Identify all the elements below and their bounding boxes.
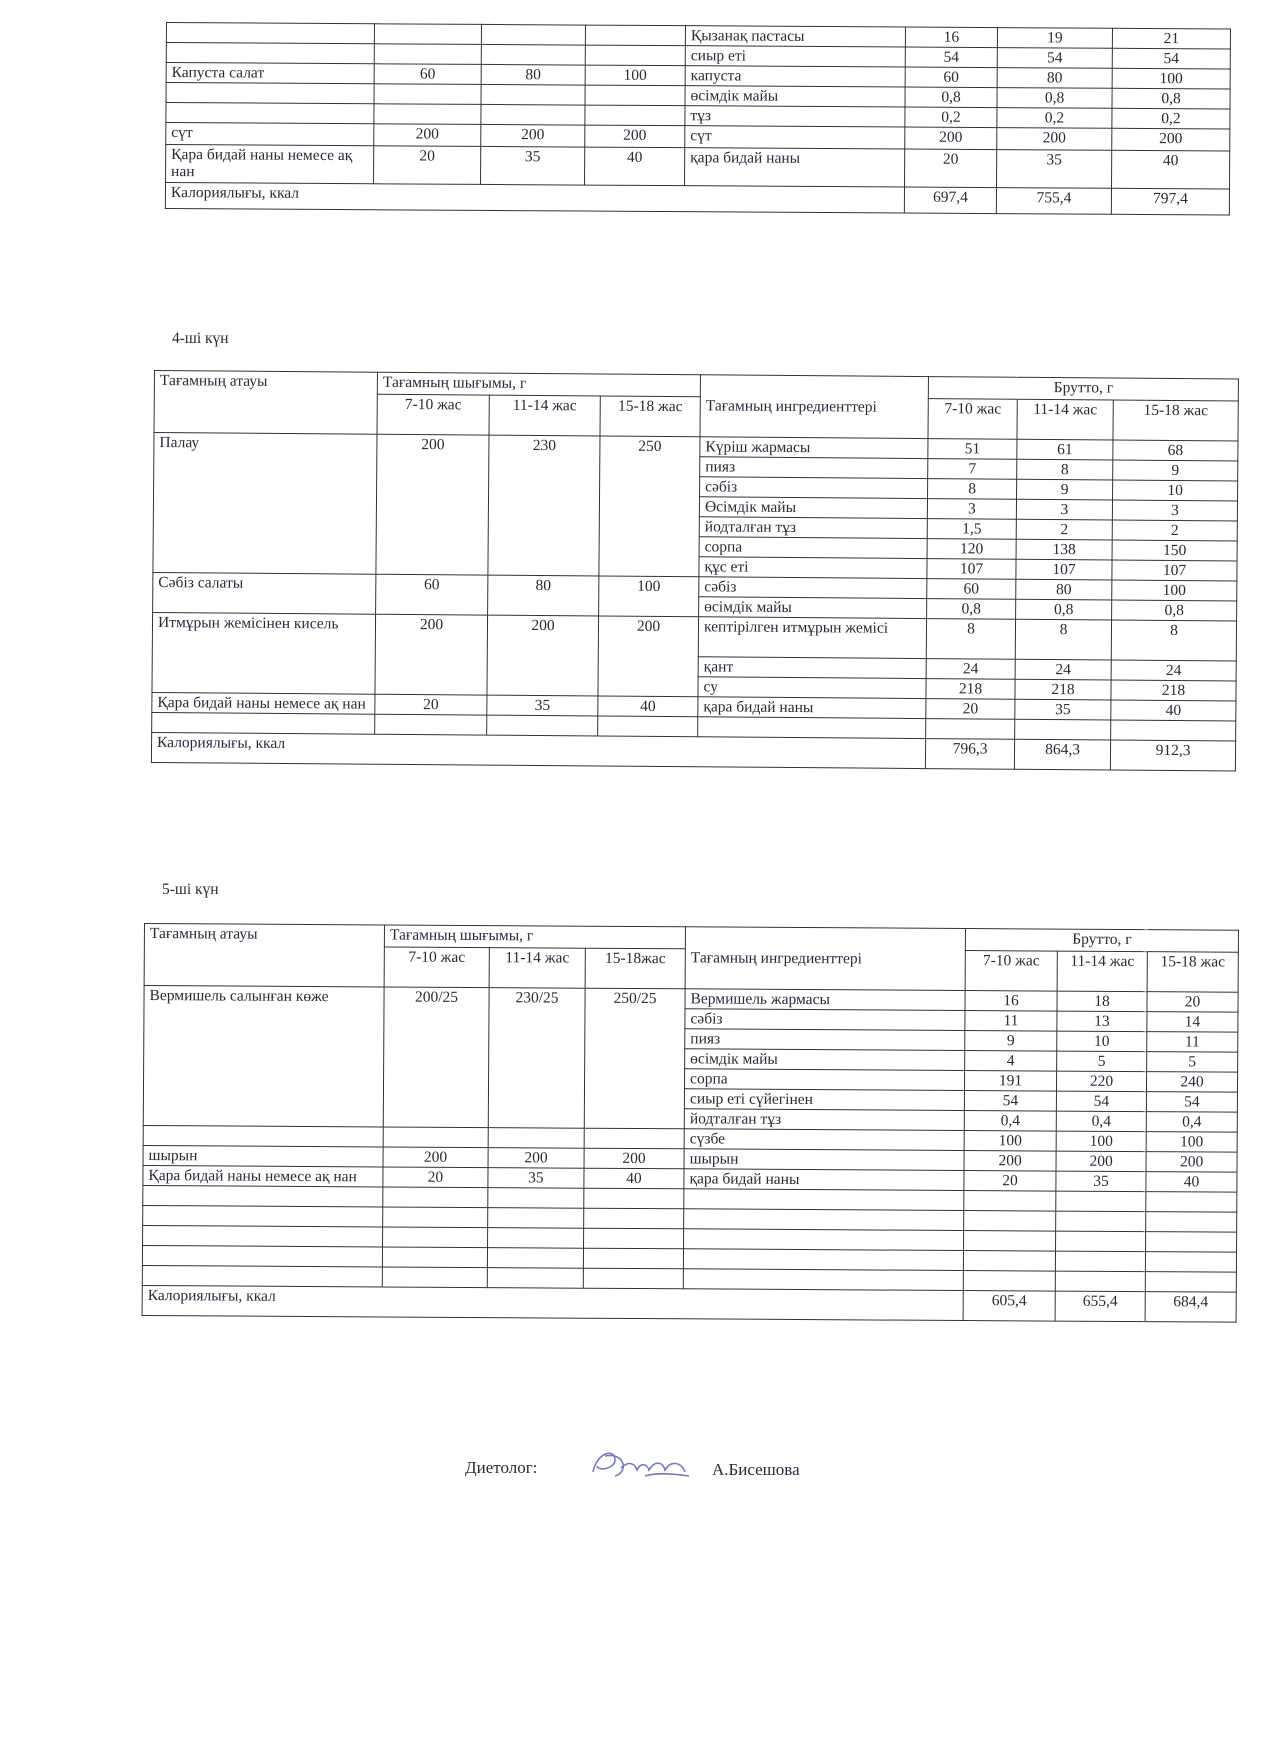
header-brutto: Брутто, г — [965, 929, 1238, 953]
day4-menu-table — [151, 370, 1239, 772]
dish-name-cell: шырын — [143, 1145, 383, 1166]
brutto-cell: 9 — [1017, 479, 1113, 500]
brutto-cell: 0,8 — [1112, 88, 1230, 109]
brutto-cell: 35 — [1015, 699, 1111, 720]
ingredient-cell: пияз — [700, 457, 928, 479]
brutto-cell: 8 — [926, 619, 1015, 660]
dish-name-cell: Сәбіз салаты — [153, 572, 376, 614]
brutto-cell: 0,4 — [1146, 1112, 1237, 1133]
output-cell — [481, 24, 585, 45]
brutto-cell: 100 — [964, 1131, 1056, 1152]
empty-cell — [488, 1228, 584, 1249]
output-cell: 200 — [585, 125, 685, 148]
brutto-cell: 54 — [964, 1091, 1056, 1112]
brutto-cell: 200 — [1056, 1151, 1146, 1172]
brutto-cell: 40 — [1111, 700, 1236, 721]
empty-cell — [683, 1269, 963, 1291]
output-cell: 40 — [584, 1168, 684, 1189]
ingredient-cell: капуста — [685, 66, 905, 87]
output-cell: 200 — [383, 1147, 488, 1168]
empty-cell — [1056, 1211, 1146, 1232]
ingredient-cell: өсімдік майы — [699, 597, 927, 619]
brutto-cell: 10 — [1057, 1031, 1147, 1052]
brutto-cell: 8 — [1017, 459, 1113, 480]
brutto-cell: 0,8 — [927, 599, 1016, 620]
ingredient-cell: шырын — [684, 1149, 964, 1171]
empty-cell — [964, 1231, 1056, 1252]
brutto-cell: 68 — [1113, 440, 1238, 461]
output-cell — [585, 85, 685, 106]
dish-name-cell — [166, 83, 374, 104]
calorie-label: Калориялығы, ккал — [151, 732, 925, 768]
calorie-value: 697,4 — [904, 187, 996, 214]
empty-cell — [488, 1208, 584, 1229]
dish-name-cell: Вермишель салынған көже — [143, 986, 384, 1127]
brutto-cell: 0,4 — [964, 1111, 1056, 1132]
brutto-cell: 8 — [1111, 620, 1236, 661]
ingredient-cell: Қызанақ пастасы — [685, 26, 905, 47]
empty-cell — [383, 1207, 488, 1228]
brutto-cell: 80 — [997, 68, 1112, 89]
output-cell: 200/25 — [383, 987, 489, 1128]
brutto-cell: 54 — [997, 48, 1112, 69]
output-cell: 80 — [481, 64, 585, 85]
header-dish-name: Тағамның атауы — [144, 924, 384, 987]
day3-menu-table — [165, 22, 1231, 216]
table-row — [152, 612, 1236, 661]
brutto-cell: 0,2 — [997, 108, 1112, 129]
brutto-cell: 100 — [1112, 580, 1237, 601]
calorie-value: 797,4 — [1111, 188, 1229, 215]
output-cell — [481, 104, 585, 125]
brutto-cell: 218 — [926, 679, 1015, 700]
brutto-cell: 14 — [1147, 1012, 1238, 1033]
ingredient-cell: тұз — [685, 106, 905, 127]
empty-cell — [684, 1229, 964, 1251]
brutto-cell: 3 — [927, 499, 1016, 520]
output-cell: 200 — [376, 434, 489, 575]
brutto-cell: 2 — [1112, 520, 1237, 541]
output-cell: 200 — [598, 616, 699, 697]
dish-name-cell: Палау — [153, 433, 377, 575]
ingredient-cell: қара бидай наны — [684, 1169, 964, 1191]
brutto-cell: 20 — [1147, 992, 1238, 1013]
brutto-cell: 5 — [1057, 1051, 1147, 1072]
header-output-age: 11-14 жас — [489, 948, 585, 989]
empty-cell — [584, 1188, 684, 1209]
empty-cell — [598, 716, 698, 737]
ingredient-cell: қара бидай наны — [698, 697, 926, 719]
empty-cell — [143, 1205, 383, 1226]
brutto-cell: 18 — [1057, 991, 1147, 1012]
output-cell: 200 — [375, 614, 488, 695]
brutto-cell: 24 — [1111, 660, 1236, 681]
empty-cell — [383, 1187, 488, 1208]
brutto-cell: 107 — [927, 559, 1016, 580]
empty-cell — [375, 714, 487, 735]
output-cell — [488, 1128, 584, 1149]
empty-cell — [487, 715, 598, 736]
dish-name-cell: Қара бидай наны немесе ақ нан — [143, 1165, 383, 1186]
table-row — [166, 145, 1230, 189]
brutto-cell: 54 — [1146, 1092, 1237, 1113]
ingredient-cell: сүзбе — [684, 1129, 964, 1151]
brutto-cell: 138 — [1016, 539, 1112, 560]
brutto-cell: 20 — [926, 699, 1015, 720]
empty-cell — [583, 1248, 683, 1269]
brutto-cell: 120 — [927, 539, 1016, 560]
output-cell: 250 — [599, 436, 700, 577]
empty-cell — [143, 1225, 383, 1246]
brutto-cell: 0,8 — [997, 88, 1112, 109]
brutto-cell: 60 — [905, 67, 997, 88]
brutto-cell: 35 — [1056, 1171, 1146, 1192]
ingredient-cell: қара бидай наны — [685, 148, 905, 187]
header-output: Тағамның шығымы, г — [377, 372, 700, 397]
empty-cell — [382, 1267, 487, 1288]
day4-heading: 4-ші күн — [172, 330, 229, 347]
calorie-row — [165, 183, 1229, 215]
brutto-cell: 8 — [1015, 619, 1111, 660]
brutto-cell: 3 — [1016, 499, 1112, 520]
brutto-cell: 218 — [1111, 680, 1236, 701]
brutto-cell: 218 — [1015, 679, 1111, 700]
output-cell: 40 — [585, 147, 685, 186]
header-output-age: 15-18 жас — [600, 396, 700, 437]
empty-cell — [1145, 1272, 1236, 1293]
empty-cell — [488, 1188, 584, 1209]
brutto-cell: 35 — [997, 150, 1112, 189]
ingredient-cell: қант — [698, 657, 926, 679]
empty-cell — [487, 1268, 583, 1289]
brutto-cell: 0,8 — [905, 87, 997, 108]
empty-cell — [964, 1211, 1056, 1232]
dish-name-cell: Итмұрын жемісінен кисель — [152, 612, 376, 694]
empty-cell — [1146, 1232, 1237, 1253]
dish-name-cell — [166, 103, 374, 124]
dish-name-cell — [166, 23, 374, 44]
brutto-cell: 11 — [965, 1011, 1057, 1032]
header-brutto-age: 15-18 жас — [1113, 400, 1238, 441]
output-cell: 200 — [487, 615, 599, 696]
empty-cell — [383, 1227, 488, 1248]
empty-cell — [584, 1208, 684, 1229]
ingredient-cell: йодталған тұз — [684, 1109, 964, 1131]
ingredient-cell: сорпа — [699, 537, 927, 559]
empty-cell — [584, 1228, 684, 1249]
dish-name-cell: Қара бидай наны немесе ақ нан — [166, 145, 374, 184]
output-cell: 230 — [488, 435, 600, 576]
header-ingredients: Тағамның ингредиенттері — [700, 375, 928, 439]
output-cell — [374, 44, 481, 65]
brutto-cell: 100 — [1056, 1131, 1146, 1152]
brutto-cell: 2 — [1016, 519, 1112, 540]
output-cell — [584, 1128, 684, 1149]
output-cell: 200 — [584, 1148, 684, 1169]
output-cell: 230/25 — [488, 988, 585, 1129]
ingredient-cell: кептірілген итмұрын жемісі — [698, 617, 926, 659]
brutto-cell: 200 — [964, 1151, 1056, 1172]
empty-cell — [142, 1245, 382, 1266]
empty-cell — [926, 719, 1015, 740]
brutto-cell: 200 — [905, 127, 997, 150]
output-cell: 250/25 — [584, 988, 685, 1129]
header-ingredients: Тағамның ингредиенттері — [685, 927, 965, 991]
calorie-label: Калориялығы, ккал — [142, 1285, 963, 1320]
output-cell: 20 — [375, 694, 487, 715]
header-output: Тағамның шығымы, г — [384, 925, 685, 949]
output-cell: 100 — [599, 576, 699, 617]
brutto-cell: 40 — [1112, 150, 1230, 189]
empty-cell — [1111, 720, 1236, 741]
output-cell — [481, 44, 585, 65]
brutto-cell: 100 — [1112, 68, 1230, 89]
brutto-cell: 107 — [1112, 560, 1237, 581]
empty-cell — [1056, 1191, 1146, 1212]
brutto-cell: 8 — [928, 479, 1017, 500]
brutto-cell: 0,8 — [1112, 600, 1237, 621]
empty-cell — [698, 717, 926, 739]
brutto-cell: 9 — [1113, 460, 1238, 481]
ingredient-cell: сиыр еті — [685, 46, 905, 67]
calorie-value: 684,4 — [1145, 1292, 1236, 1323]
brutto-cell: 100 — [1146, 1132, 1237, 1153]
brutto-cell: 61 — [1017, 439, 1113, 460]
output-cell: 20 — [383, 1167, 488, 1188]
brutto-cell: 54 — [905, 47, 997, 68]
output-cell: 80 — [488, 575, 599, 616]
brutto-cell: 107 — [1016, 559, 1112, 580]
empty-cell — [684, 1209, 964, 1231]
header-brutto-age: 7-10 жас — [928, 399, 1017, 440]
output-cell: 200 — [488, 1148, 584, 1169]
header-brutto: Брутто, г — [928, 377, 1238, 401]
brutto-cell: 0,2 — [905, 107, 997, 128]
brutto-cell: 21 — [1112, 28, 1230, 49]
output-cell — [374, 24, 481, 45]
brutto-cell: 11 — [1147, 1032, 1238, 1053]
empty-cell — [1056, 1231, 1146, 1252]
empty-cell — [1146, 1212, 1237, 1233]
brutto-cell: 4 — [965, 1051, 1057, 1072]
header-output-age: 7-10 жас — [377, 394, 489, 435]
empty-cell — [382, 1247, 487, 1268]
output-cell: 35 — [488, 1168, 584, 1189]
signature-scribble-icon — [585, 1442, 695, 1490]
empty-cell — [1145, 1252, 1236, 1273]
output-cell: 100 — [585, 65, 685, 86]
empty-cell — [1055, 1251, 1145, 1272]
brutto-cell: 220 — [1057, 1071, 1147, 1092]
empty-cell — [1146, 1192, 1237, 1213]
output-cell — [585, 45, 685, 66]
output-cell — [374, 104, 481, 125]
calorie-value: 796,3 — [925, 739, 1014, 770]
output-cell: 35 — [481, 146, 585, 185]
ingredient-cell: пияз — [685, 1029, 965, 1051]
empty-cell — [1055, 1271, 1145, 1292]
dish-name-cell — [143, 1125, 383, 1146]
output-cell: 60 — [376, 574, 488, 615]
output-cell: 200 — [374, 124, 481, 147]
calorie-value: 755,4 — [996, 188, 1111, 215]
output-cell — [481, 84, 585, 105]
dish-name-cell: Капуста салат — [166, 63, 374, 84]
brutto-cell: 9 — [965, 1031, 1057, 1052]
header-brutto-age: 11-14 жас — [1057, 951, 1147, 992]
ingredient-cell: сәбіз — [700, 477, 928, 499]
brutto-cell: 200 — [997, 128, 1112, 151]
brutto-cell: 200 — [1146, 1152, 1237, 1173]
header-brutto-age: 15-18 жас — [1147, 952, 1238, 993]
brutto-cell: 16 — [965, 991, 1057, 1012]
empty-cell — [963, 1251, 1055, 1272]
brutto-cell: 54 — [1056, 1091, 1146, 1112]
dish-name-cell: Қара бидай наны немесе ақ нан — [152, 692, 375, 714]
brutto-cell: 60 — [927, 579, 1016, 600]
calorie-label: Калориялығы, ккал — [165, 183, 904, 214]
calorie-value: 912,3 — [1110, 740, 1235, 771]
output-cell — [383, 1127, 488, 1148]
output-cell: 200 — [481, 124, 585, 147]
dish-name-cell: сүт — [166, 123, 374, 146]
brutto-cell: 150 — [1112, 540, 1237, 561]
dietitian-name: А.Бисешова — [712, 1460, 800, 1479]
header-output-age: 11-14 жас — [489, 395, 600, 436]
calorie-value: 605,4 — [963, 1291, 1055, 1322]
calorie-row — [142, 1285, 1236, 1322]
ingredient-cell: сиыр еті сүйегінен — [684, 1089, 964, 1111]
brutto-cell: 19 — [997, 28, 1112, 49]
ingredient-cell: сорпа — [685, 1069, 965, 1091]
empty-cell — [142, 1265, 382, 1286]
ingredient-cell: сәбіз — [699, 577, 927, 599]
empty-cell — [152, 712, 375, 734]
signature-label: Диетолог: — [465, 1458, 538, 1477]
brutto-cell: 40 — [1146, 1172, 1237, 1193]
brutto-cell: 191 — [965, 1071, 1057, 1092]
output-cell — [585, 105, 685, 126]
output-cell: 60 — [374, 64, 481, 85]
header-brutto-age: 11-14 жас — [1017, 399, 1113, 440]
brutto-cell: 24 — [1015, 659, 1111, 680]
calorie-value: 655,4 — [1055, 1291, 1145, 1322]
ingredient-cell: өсімдік майы — [685, 86, 905, 107]
header-output-age: 7-10 жас — [384, 947, 489, 988]
header-dish-name: Тағамның атауы — [154, 371, 377, 435]
empty-cell — [964, 1191, 1056, 1212]
brutto-cell: 1,5 — [927, 519, 1016, 540]
brutto-cell: 16 — [905, 27, 997, 48]
output-cell — [585, 25, 685, 46]
ingredient-cell: су — [698, 677, 926, 699]
ingredient-cell: өсімдік майы — [685, 1049, 965, 1071]
output-cell: 20 — [374, 146, 481, 185]
brutto-cell: 0,4 — [1056, 1111, 1146, 1132]
brutto-cell: 20 — [905, 149, 997, 188]
empty-cell — [143, 1185, 383, 1206]
brutto-cell: 3 — [1112, 500, 1237, 521]
brutto-cell: 80 — [1016, 579, 1112, 600]
ingredient-cell: сәбіз — [685, 1009, 965, 1031]
brutto-cell: 0,2 — [1112, 108, 1230, 129]
output-cell: 40 — [598, 696, 698, 717]
ingredient-cell: Вермишель жармасы — [685, 989, 965, 1011]
brutto-cell: 200 — [1112, 128, 1230, 151]
brutto-cell: 13 — [1057, 1011, 1147, 1032]
header-brutto-age: 7-10 жас — [965, 951, 1057, 992]
ingredient-cell: сүт — [685, 126, 905, 149]
empty-cell — [583, 1268, 683, 1289]
empty-cell — [963, 1271, 1055, 1292]
brutto-cell: 51 — [928, 439, 1017, 460]
calorie-value: 864,3 — [1014, 739, 1110, 770]
empty-cell — [684, 1189, 964, 1211]
brutto-cell: 0,8 — [1016, 599, 1112, 620]
ingredient-cell: Күріш жармасы — [700, 437, 928, 459]
dish-name-cell — [166, 43, 374, 64]
brutto-cell: 7 — [928, 459, 1017, 480]
brutto-cell: 240 — [1147, 1072, 1238, 1093]
empty-cell — [487, 1248, 583, 1269]
day5-menu-table — [142, 923, 1239, 1323]
brutto-cell: 24 — [926, 659, 1015, 680]
output-cell: 35 — [487, 695, 598, 716]
header-output-age: 15-18жас — [585, 948, 685, 989]
empty-cell — [683, 1249, 963, 1271]
ingredient-cell: Өсімдік майы — [699, 497, 927, 519]
ingredient-cell: құс еті — [699, 557, 927, 579]
output-cell — [374, 84, 481, 105]
ingredient-cell: йодталған тұз — [699, 517, 927, 539]
brutto-cell: 54 — [1112, 48, 1230, 69]
empty-cell — [1015, 719, 1111, 740]
brutto-cell: 5 — [1147, 1052, 1238, 1073]
brutto-cell: 10 — [1113, 480, 1238, 501]
header-row — [144, 924, 1238, 953]
day5-heading: 5-ші күн — [162, 881, 219, 898]
brutto-cell: 20 — [964, 1171, 1056, 1192]
